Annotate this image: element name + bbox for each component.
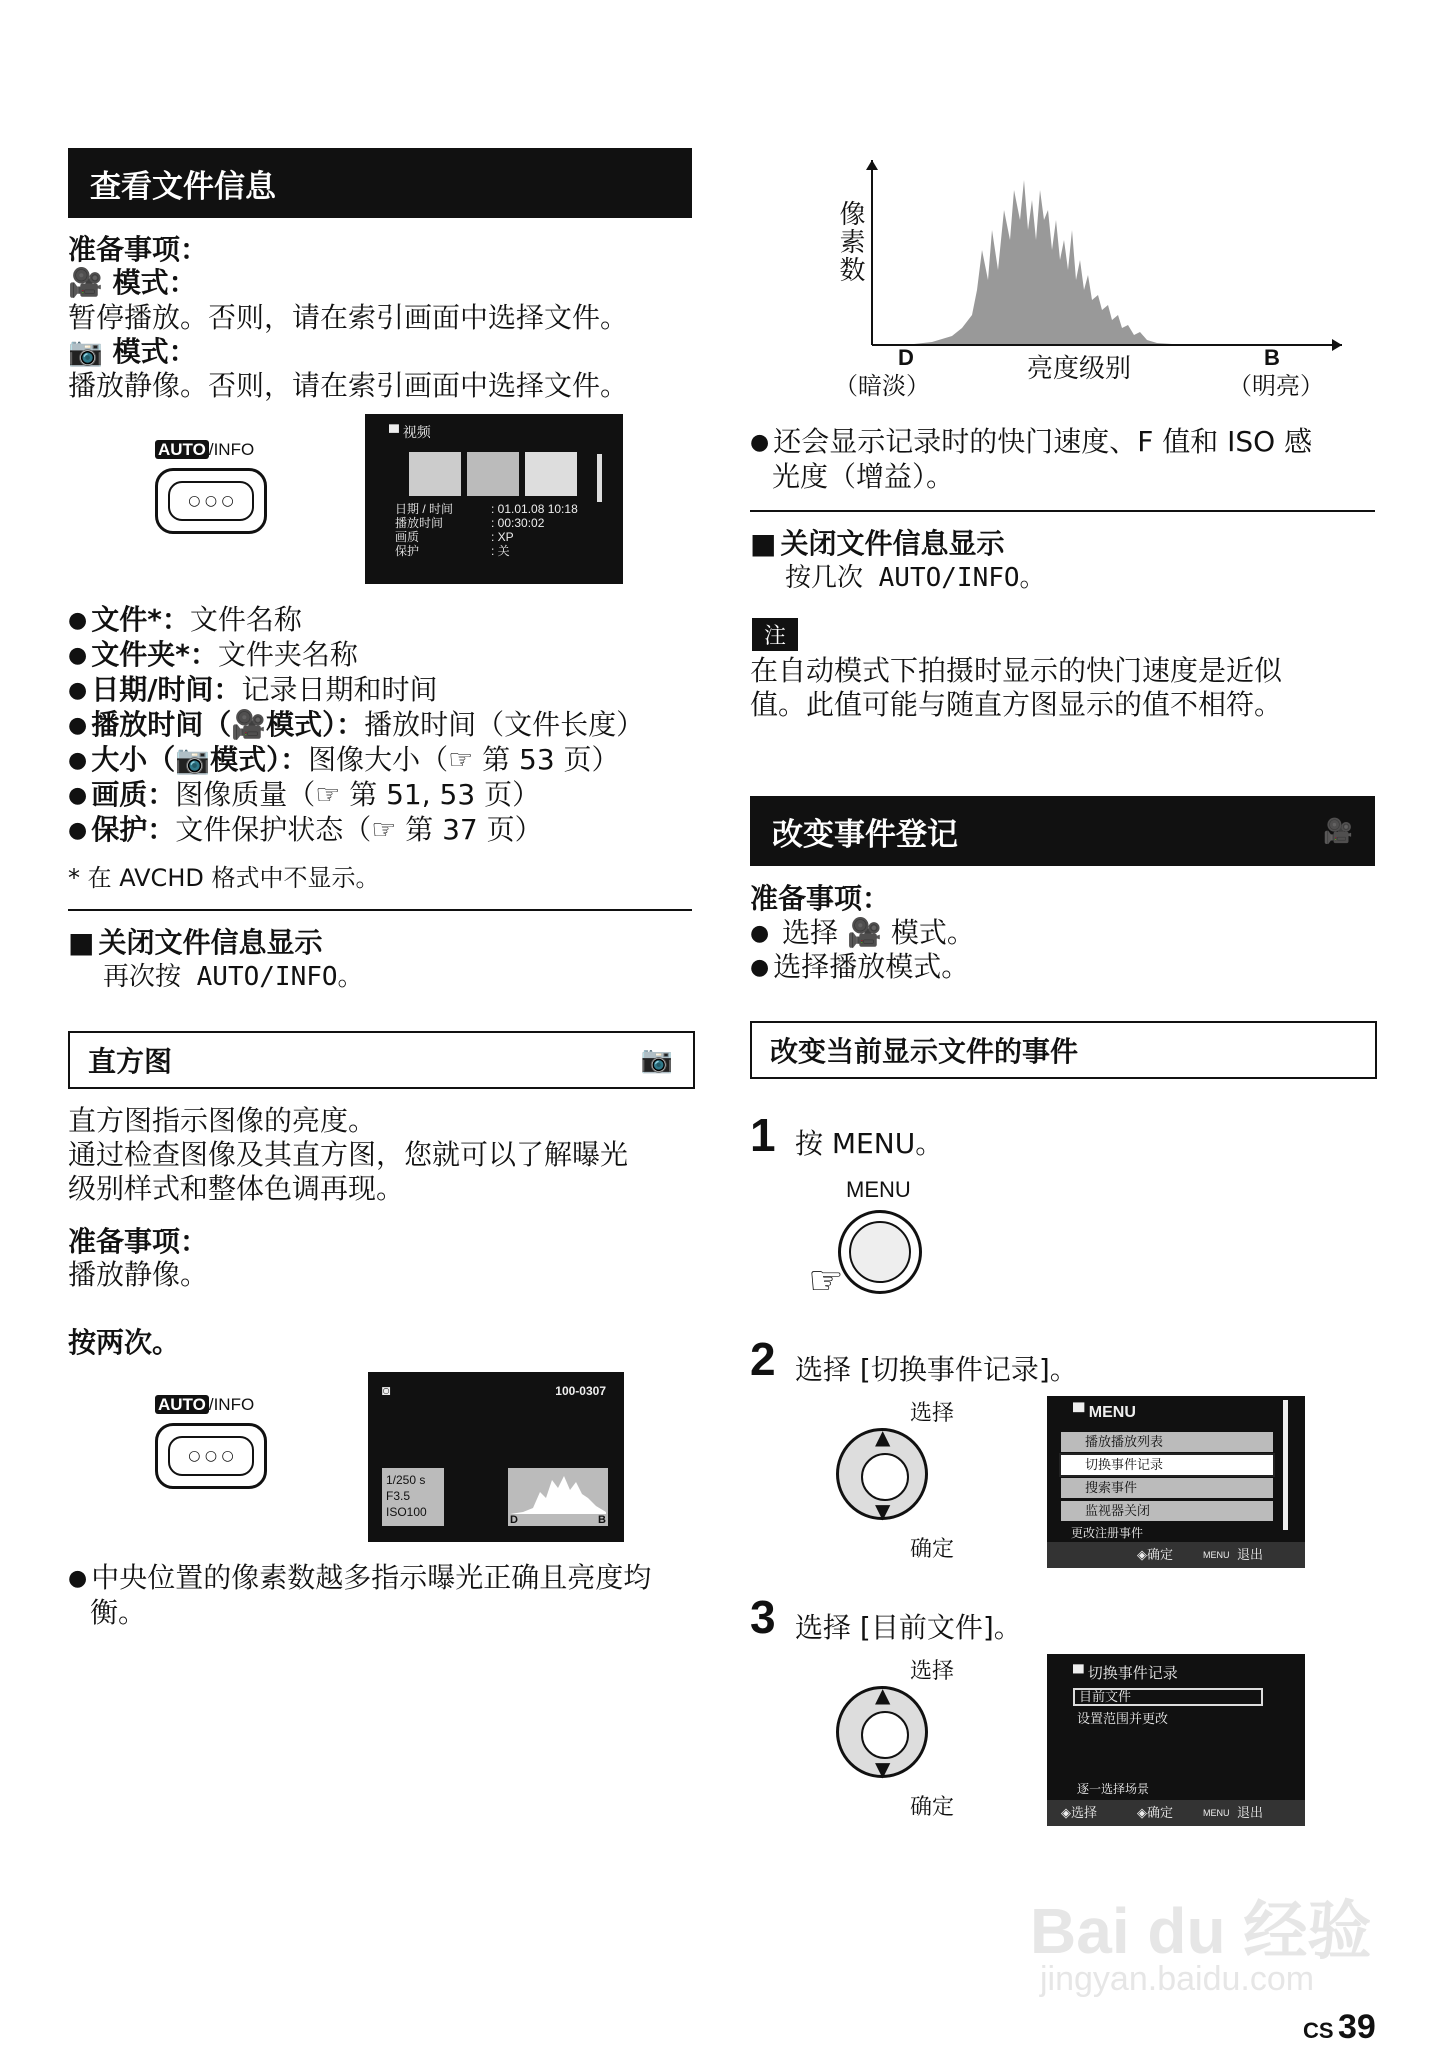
section-title-file-info	[68, 148, 692, 218]
histogram-diagram	[832, 160, 1352, 410]
footnote: * 在 AVCHD 格式中不显示。	[68, 864, 380, 892]
close-info-text: 按几次 AUTO/INFO。	[785, 563, 1046, 593]
list-item: ● 文件*：文件名称	[68, 603, 644, 638]
event-item-selected[interactable]: 目前文件	[1073, 1688, 1263, 1706]
confirm-label: 确定	[910, 1795, 955, 1820]
list-item: ● 大小（📷模式）：图像大小（☞ 第 53 页）	[68, 743, 644, 778]
page-footer	[1303, 2008, 1376, 2047]
note-badge: 注	[752, 618, 798, 651]
f-value: F3.5	[386, 1489, 411, 1503]
desc-line: 直方图指示图像的亮度。	[68, 1104, 377, 1137]
prep-item: ● 选择播放模式。	[750, 950, 969, 985]
note-line: 值。此值可能与随直方图显示的值不相符。	[750, 688, 1283, 721]
video-camera-icon: 🎥	[68, 266, 103, 299]
thumbnail-1	[409, 452, 461, 496]
dpad-center	[861, 1711, 909, 1759]
pointing-hand-icon: ☞	[808, 1258, 844, 1304]
section-title-text: 直方图	[88, 1045, 173, 1078]
video-camera-icon: 🎥	[231, 708, 267, 741]
y-axis-label: 像素数	[835, 200, 865, 284]
thumbnail-2	[467, 452, 519, 496]
menu-screen	[1047, 1396, 1305, 1568]
menu-title: ▀ MENU	[1073, 1404, 1136, 1421]
d-label: D	[510, 1514, 518, 1526]
desc-line: 通过检查图像及其直方图，您就可以了解曝光	[68, 1138, 629, 1171]
event-item[interactable]: 设置范围并更改	[1077, 1711, 1169, 1726]
close-info-heading: ■ 关闭文件信息显示	[750, 527, 1004, 561]
video-camera-icon: 🎥	[1323, 817, 1353, 845]
divider	[750, 510, 1375, 512]
watermark-brand: Bai du 经验	[1030, 1895, 1372, 1967]
dpad-center	[861, 1453, 909, 1501]
histogram-note	[68, 1561, 651, 1630]
list-item: ● 日期/时间：记录日期和时间	[68, 673, 644, 708]
arrow-down-icon: ▼	[875, 1499, 891, 1523]
event-screen	[1047, 1654, 1305, 1826]
scroll-bar	[1283, 1400, 1288, 1530]
menu-footer	[1047, 1542, 1305, 1568]
page-number: 39	[1338, 2008, 1376, 2046]
prep-label: 准备事项：	[750, 882, 891, 915]
event-screen-title: ▀ 切换事件记录	[1073, 1665, 1178, 1682]
arrow-up-icon: ▲	[875, 1683, 891, 1707]
divider	[68, 909, 692, 911]
section-title-histogram	[68, 1031, 695, 1089]
subsection-title	[750, 1021, 1377, 1079]
b-label: B	[598, 1514, 606, 1526]
b-sublabel: （明亮）	[1228, 372, 1324, 400]
b-label: B	[1264, 345, 1280, 370]
photo-camera-icon: 📷	[68, 335, 103, 368]
event-hint: 逐一选择场景	[1077, 1782, 1150, 1796]
info-line: 光度（增益）。	[772, 460, 955, 493]
thumbnail-3	[525, 452, 577, 496]
screen-mode-label: ▀ 视频	[389, 424, 431, 440]
arrow-down-icon: ▼	[875, 1757, 891, 1781]
auto-tag: AUTO	[155, 1395, 209, 1414]
d-sublabel: （暗淡）	[834, 372, 930, 400]
menu-button-inner	[849, 1221, 911, 1283]
note-line: 在自动模式下拍摄时显示的快门速度是近似	[750, 654, 1283, 687]
video-mode-text: 暂停播放。否则，请在索引画面中选择文件。	[68, 301, 629, 334]
footer-ok: ◈确定	[1137, 1805, 1174, 1820]
menu-item[interactable]: 监视器关闭	[1061, 1501, 1273, 1521]
menu-button-label: MENU	[846, 1177, 911, 1202]
close-info-heading: ■ 关闭文件信息显示	[68, 926, 322, 960]
footer-menu-key: MENU	[1203, 1808, 1230, 1818]
video-mode-label: 模式：	[112, 266, 197, 299]
desc-line: 级别样式和整体色调再现。	[68, 1172, 405, 1205]
prep-item: ● 选择 🎥 模式。	[750, 916, 975, 951]
step-number: 3	[750, 1591, 776, 1643]
dpad-control[interactable]	[836, 1683, 928, 1781]
button-dots-icon: ○ ○ ○	[168, 481, 254, 521]
scroll-bar	[597, 454, 602, 502]
menu-button[interactable]	[838, 1210, 922, 1294]
list-item: ● 播放时间（🎥模式）：播放时间（文件长度）	[68, 708, 644, 743]
exposure-info	[382, 1468, 444, 1526]
prep-label: 准备事项：	[68, 1225, 209, 1258]
info-row: 保护 : 关	[395, 544, 510, 558]
x-axis-label: 亮度级别	[1027, 354, 1132, 384]
menu-item-selected[interactable]: 切换事件记录	[1061, 1455, 1273, 1475]
mini-histogram-graph	[508, 1468, 608, 1526]
info-line: ● 还会显示记录时的快门速度、F 值和 ISO 感	[750, 425, 1312, 460]
dpad-control[interactable]	[836, 1425, 928, 1523]
video-camera-icon: 🎥	[847, 916, 882, 949]
footer-menu-key: MENU	[1203, 1550, 1230, 1560]
step-number: 1	[750, 1109, 776, 1161]
watermark-url: jingyan.baidu.com	[1040, 1960, 1315, 1998]
info-row: 日期 / 时间 : 01.01.08 10:18	[395, 502, 578, 516]
footer-select: ◈选择	[1061, 1805, 1098, 1820]
confirm-label: 确定	[910, 1537, 955, 1562]
footer-exit: 退出	[1237, 1547, 1264, 1562]
section-title-text: 查看文件信息	[90, 168, 276, 205]
file-info-screen	[365, 414, 623, 584]
info-note	[750, 425, 1312, 494]
step-text: 选择 [切换事件记录]。	[795, 1353, 1078, 1386]
step-text: 选择 [目前文件]。	[795, 1611, 1022, 1644]
auto-info-label	[155, 440, 254, 460]
auto-tag: AUTO	[155, 440, 209, 459]
select-label: 选择	[910, 1401, 955, 1426]
close-info-text: 再次按 AUTO/INFO。	[103, 962, 364, 992]
video-mode-line	[68, 266, 197, 300]
list-item: ● 画质：图像质量（☞ 第 51, 53 页）	[68, 778, 644, 813]
list-item: ● 保护：文件保护状态（☞ 第 37 页）	[68, 813, 644, 848]
step-number: 2	[750, 1333, 776, 1385]
info-tag: /INFO	[208, 440, 255, 459]
button-dots-icon: ○ ○ ○	[168, 1436, 254, 1476]
auto-info-button[interactable]	[155, 468, 267, 534]
histogram-diagram-graph	[832, 160, 1352, 360]
iso-value: ISO100	[386, 1505, 427, 1519]
shutter-speed: 1/250 s	[386, 1473, 426, 1487]
info-row: 播放时间 : 00:30:02	[395, 516, 545, 530]
event-footer	[1047, 1800, 1305, 1826]
section-title-event-register	[750, 796, 1375, 866]
photo-camera-icon: ◙	[382, 1382, 391, 1398]
photo-mode-label: 模式：	[112, 335, 197, 368]
prep-label: 准备事项：	[68, 233, 209, 266]
select-label: 选择	[910, 1659, 955, 1684]
section-title-text: 改变事件登记	[772, 816, 958, 853]
screen-info-rows	[395, 502, 595, 558]
photo-camera-icon: 📷	[175, 743, 211, 776]
photo-mode-text: 播放静像。否则，请在索引画面中选择文件。	[68, 369, 629, 402]
footer-exit: 退出	[1237, 1805, 1264, 1820]
menu-item[interactable]: 播放播放列表	[1061, 1432, 1273, 1452]
photo-camera-icon: 📷	[640, 1045, 673, 1075]
menu-hint: 更改注册事件	[1071, 1526, 1144, 1540]
d-label: D	[898, 345, 914, 370]
note-line: ● 中央位置的像素数越多指示曝光正确且亮度均	[68, 1561, 651, 1596]
mini-histogram	[508, 1468, 608, 1526]
histogram-screen	[368, 1372, 624, 1542]
auto-info-button[interactable]	[155, 1423, 267, 1489]
arrow-up-icon: ▲	[875, 1425, 891, 1449]
info-tag: /INFO	[208, 1395, 255, 1414]
subsection-title-text: 改变当前显示文件的事件	[770, 1035, 1079, 1068]
footer-ok: ◈确定	[1137, 1547, 1174, 1562]
photo-mode-line	[68, 335, 197, 369]
footer-lang: CS	[1303, 2018, 1334, 2043]
info-row: 画质 : XP	[395, 530, 514, 544]
auto-info-label	[155, 1395, 254, 1415]
menu-item[interactable]: 搜索事件	[1061, 1478, 1273, 1498]
histogram-desc	[68, 1104, 628, 1206]
list-item: ● 文件夹*：文件夹名称	[68, 638, 644, 673]
note-line: 衡。	[90, 1596, 147, 1629]
step-text: 按 MENU。	[795, 1127, 944, 1160]
info-items-list	[68, 603, 644, 848]
prep-text: 播放静像。	[68, 1258, 209, 1291]
press-twice: 按两次。	[68, 1326, 181, 1359]
note-text	[750, 654, 1282, 722]
file-number: 100-0307	[555, 1384, 606, 1398]
